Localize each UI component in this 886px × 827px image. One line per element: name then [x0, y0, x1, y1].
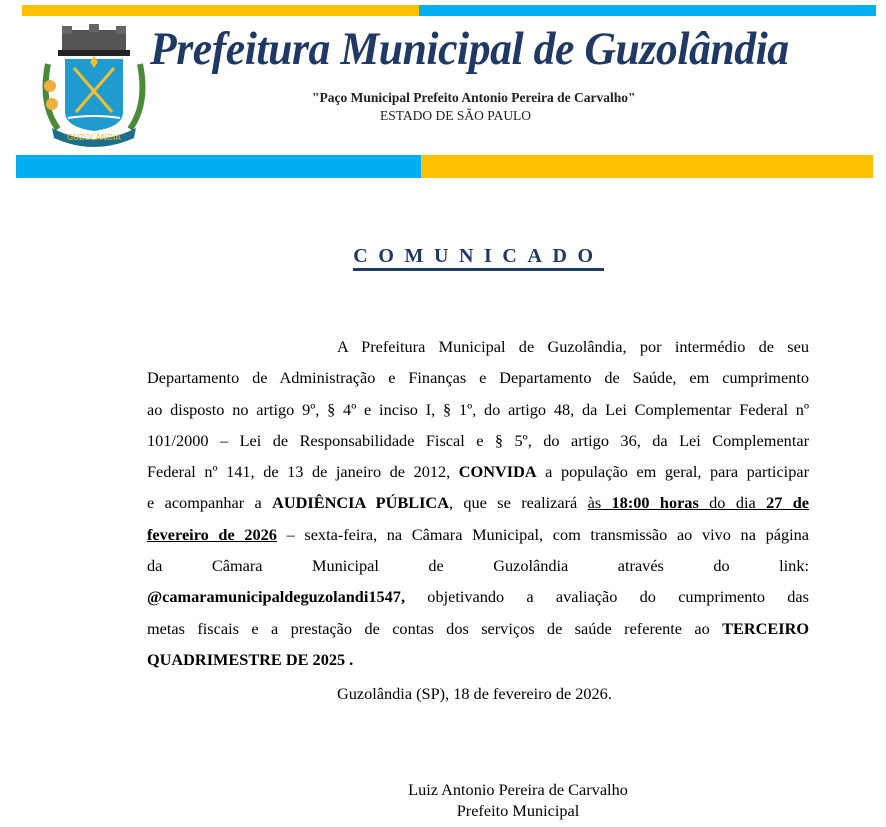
- text-segment: a população em geral, para participar: [536, 462, 809, 482]
- text-segment: ao disposto no artigo 9º, § 4º e inciso I, § 1º, do artigo 48, da Lei Complementar Federal nº: [147, 399, 809, 419]
- paragraph-line: [147, 365, 809, 396]
- document-title-text: COMUNICADO: [353, 245, 603, 271]
- bold-text: 27 de: [766, 493, 810, 513]
- text-segment: do dia: [698, 493, 767, 513]
- bold-text: @camaramunicipaldeguzolandi1547,: [147, 587, 406, 607]
- text-segment: 101/2000 – Lei de Responsabilidade Fiscal e § 5º, do artigo 36, da Lei Complementar: [147, 430, 809, 450]
- paragraph-line: [147, 459, 809, 490]
- paragraph-line: [147, 584, 809, 615]
- text-segment: Federal nº 141, de 13 de janeiro de 2012,: [147, 462, 459, 482]
- document-body: [147, 334, 809, 678]
- bold-text: CONVIDA: [458, 462, 537, 482]
- bottom-bar-orange: [421, 155, 873, 178]
- bold-text: AUDIÊNCIA PÚBLICA: [272, 493, 449, 513]
- coat-of-arms-logo: [38, 24, 150, 150]
- text-segment: metas fiscais e a prestação de contas dos serviços de saúde referente ao: [147, 618, 723, 638]
- text-segment: objetivando a avaliação do cumprimento das: [405, 587, 809, 607]
- header-subtitle: "Paço Municipal Prefeito Antonio Pereira de Carvalho": [312, 90, 636, 105]
- logo-text: GUZOLÂNDIA: [67, 133, 121, 142]
- bold-text: TERCEIRO: [722, 618, 809, 638]
- document-date: Guzolândia (SP), 18 de fevereiro de 2026.: [337, 684, 612, 703]
- text-segment: Departamento de Administração e Finanças e Departamento de Saúde, em cumprimento: [147, 368, 809, 388]
- paragraph-line: [147, 490, 809, 521]
- paragraph-line: [147, 522, 809, 553]
- paragraph-line: [147, 397, 809, 428]
- text-segment: – sexta-feira, na Câmara Municipal, com transmissão ao vivo na página: [276, 524, 809, 544]
- bold-text: fevereiro de 2026: [147, 524, 277, 544]
- paragraph-line: [147, 647, 809, 678]
- bold-text: QUADRIMESTRE DE 2025 .: [147, 649, 354, 669]
- paragraph-line: [147, 616, 809, 647]
- paragraph-line: [147, 334, 809, 365]
- signature-block: [318, 779, 718, 821]
- text-segment: da Câmara Municipal de Guzolândia através do link:: [147, 556, 809, 576]
- paragraph-line: [147, 553, 809, 584]
- paragraph-line: [147, 428, 809, 459]
- bottom-bar-blue: [16, 155, 421, 178]
- text-segment: A Prefeitura Municipal de Guzolândia, por intermédio de seu: [337, 337, 809, 356]
- signature-name: Luiz Antonio Pereira de Carvalho: [408, 780, 628, 799]
- bold-text: 18:00 horas: [611, 493, 699, 513]
- text-segment: , que se realizará: [448, 493, 588, 513]
- header-title: Prefeitura Municipal de Guzolândia: [150, 23, 789, 75]
- signature-role: Prefeito Municipal: [456, 801, 580, 820]
- header-state: ESTADO DE SÃO PAULO: [380, 108, 532, 123]
- top-bar-blue: [419, 5, 876, 16]
- top-bar-orange: [22, 5, 419, 16]
- document-title: [0, 245, 886, 268]
- text-segment: e acompanhar a: [147, 493, 273, 513]
- text-segment: às: [587, 493, 612, 513]
